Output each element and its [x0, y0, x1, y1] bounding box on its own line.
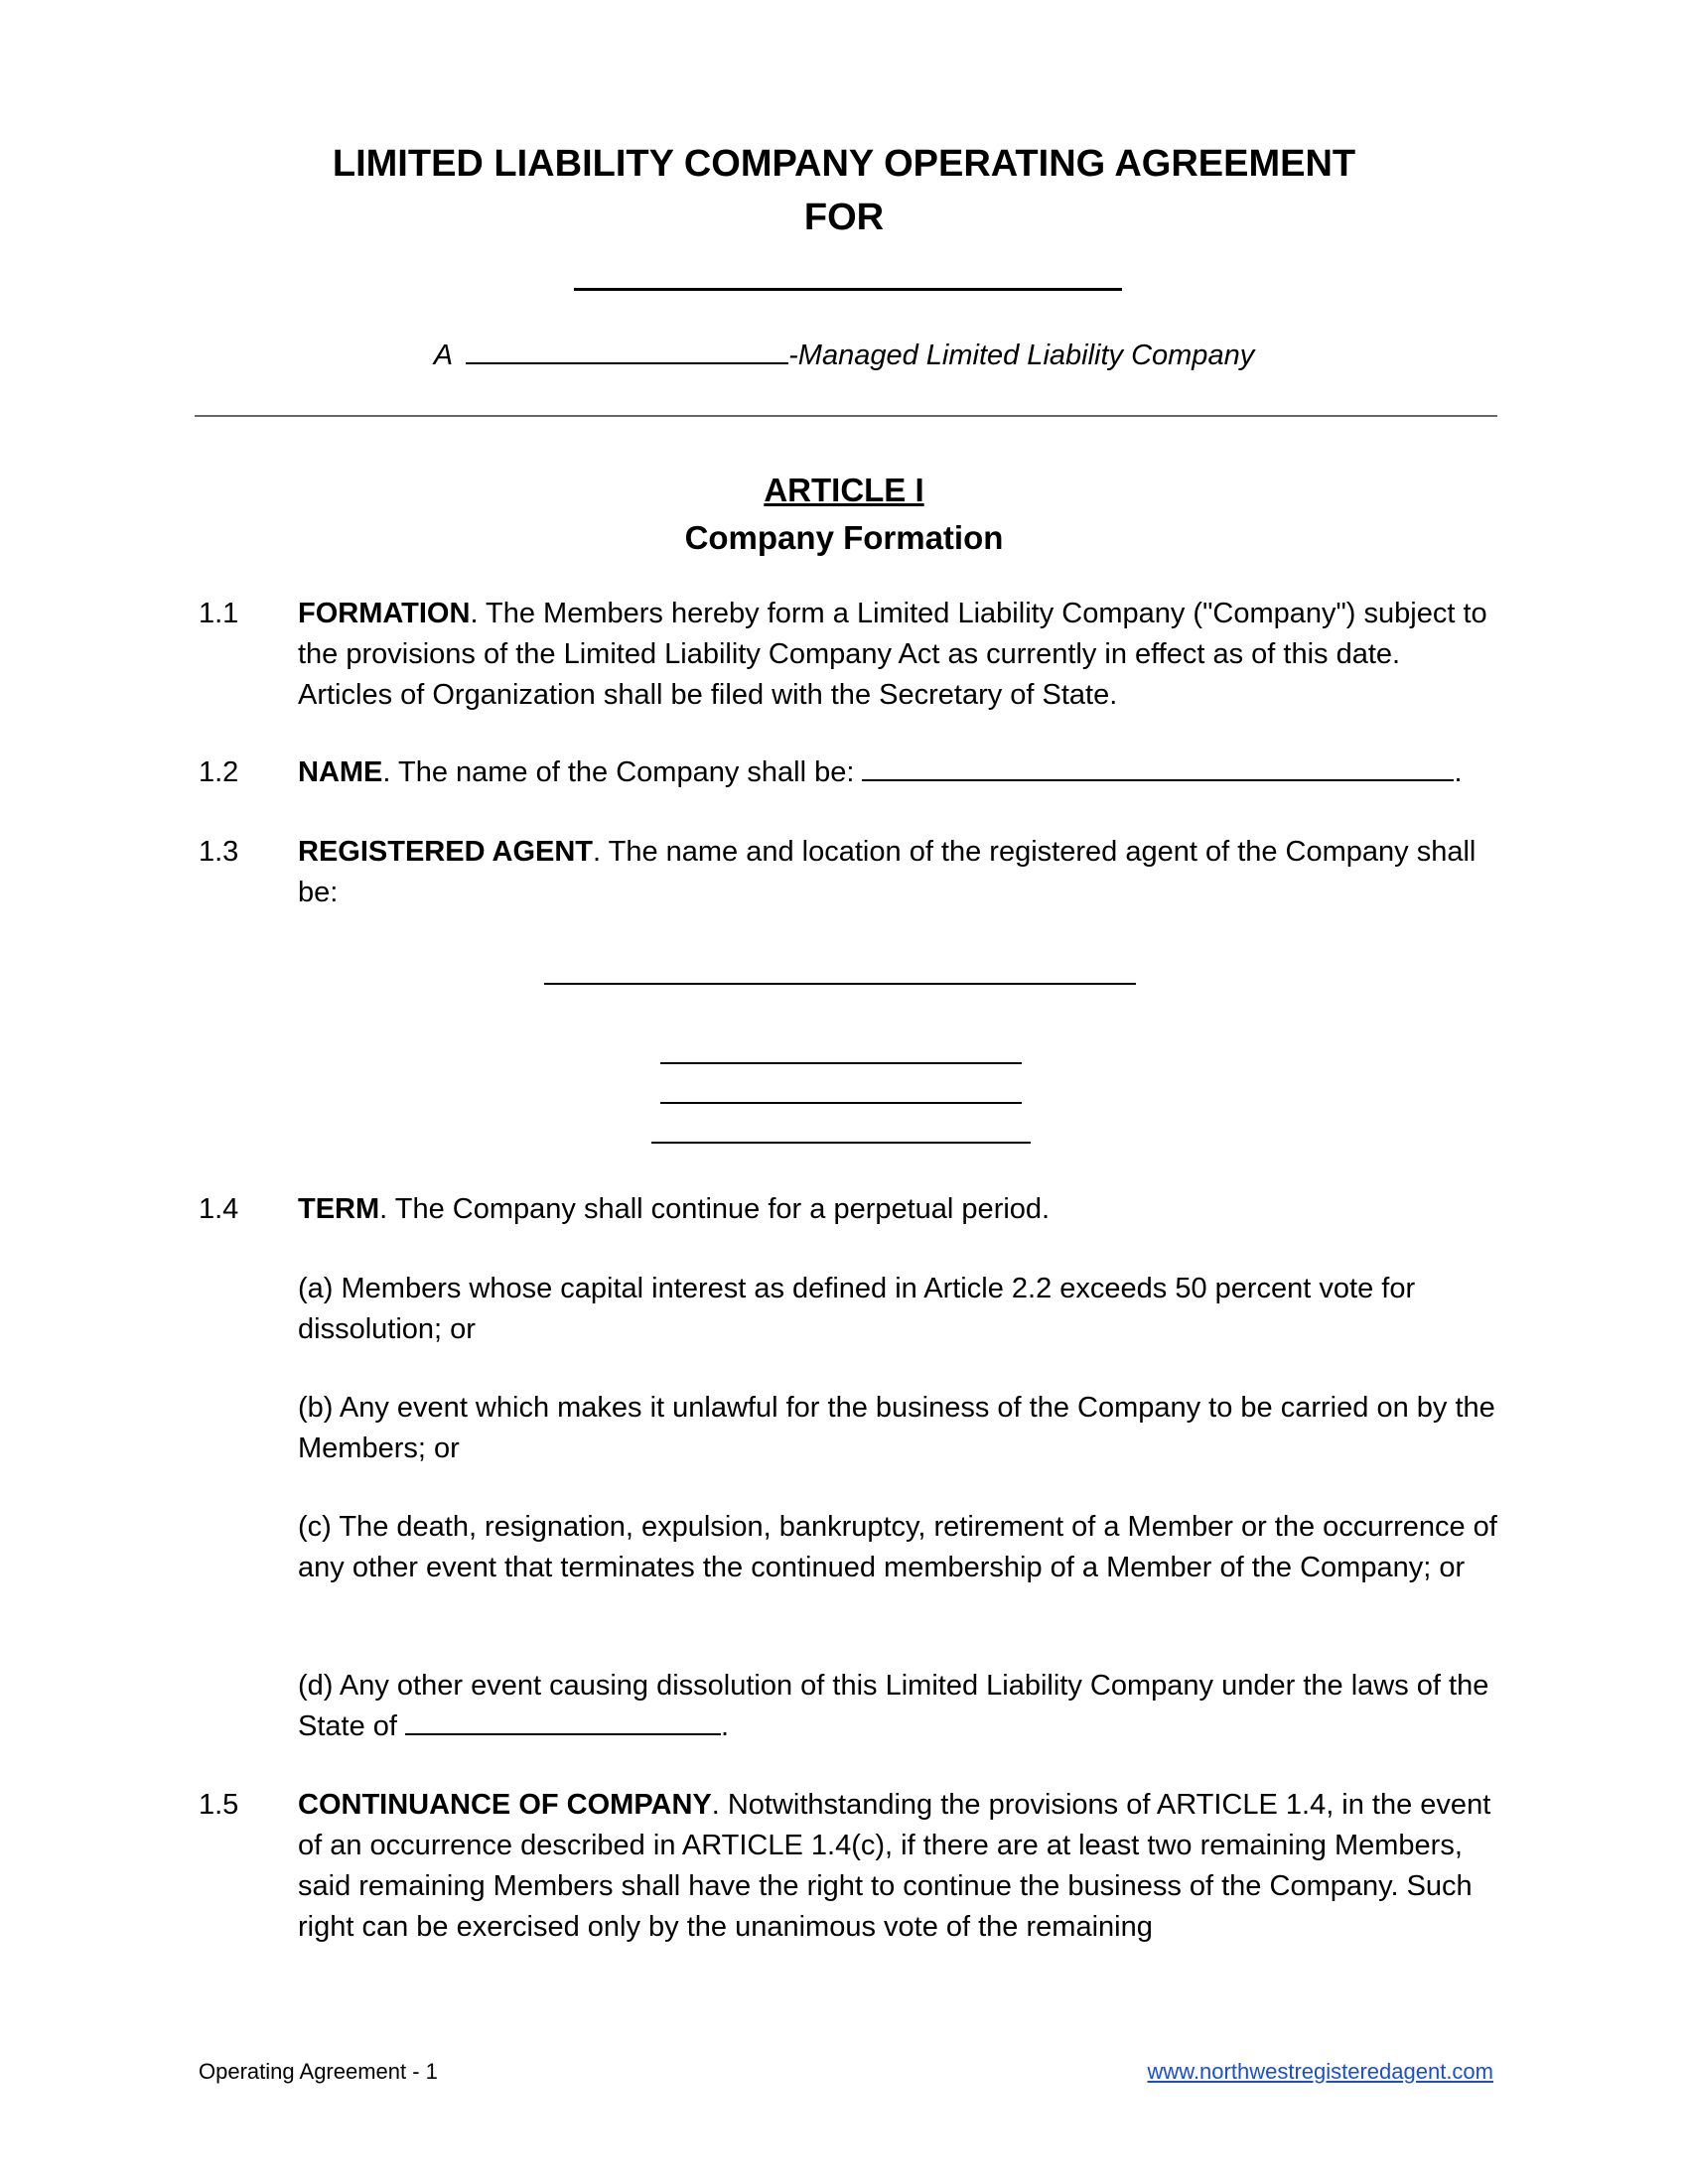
company-name-field-blank: [862, 779, 1454, 781]
agent-address-line-3-blank: [651, 1142, 1031, 1144]
clause-d-text: (d) Any other event causing dissolution of this Limited Liability Company under the laws of the State of: [298, 1670, 1489, 1742]
article-number: ARTICLE I: [764, 472, 924, 508]
term-clause-d: [298, 1666, 1499, 1747]
section-text: . The name of the Company shall be:: [382, 756, 863, 788]
section-text: . The name and location of the registered agent of the Company shall be:: [298, 836, 1477, 908]
header-divider: [195, 415, 1497, 417]
state-blank: [405, 1733, 721, 1735]
section-end: .: [1454, 756, 1463, 788]
section-1-2: [199, 752, 1499, 793]
agent-address-line-1-blank: [660, 1062, 1022, 1064]
agent-address-line-2-blank: [660, 1102, 1022, 1104]
section-text: . The Company shall continue for a perpetual period.: [379, 1193, 1051, 1225]
section-text: . Notwithstanding the provisions of ARTICLE 1.4, in the event of an occurrence described in ARTICLE 1.4(c), if there are at least two remaining Members, said remaining Members shall have the right to continue the business of the Company. Such right can be exercised only by the unanimous vote of the remaining: [298, 1789, 1491, 1943]
section-number: 1.2: [199, 756, 239, 788]
section-number: 1.1: [199, 598, 239, 629]
term-clause-c: (c) The death, resignation, expulsion, bankruptcy, retirement of a Member or the occurrence of any other event that terminates the continued membership of a Member of the Company; or: [298, 1511, 1497, 1583]
section-text: . The Members hereby form a Limited Liability Company ("Company") subject to the provisions of the Limited Liability Company Act as currently in effect as of this date. Articles of Organization shall be filed with the Secretary of State.: [298, 598, 1487, 711]
section-heading: REGISTERED AGENT: [298, 836, 594, 868]
section-1-1: [199, 594, 1499, 716]
title-line-1: LIMITED LIABILITY COMPANY OPERATING AGREEMENT: [332, 143, 1356, 185]
section-1-3: [199, 832, 1499, 913]
subtitle-prefix: A: [433, 340, 453, 371]
footer-page-label: Operating Agreement - 1: [199, 2059, 438, 2084]
section-number: 1.5: [199, 1789, 239, 1821]
footer-website-link[interactable]: www.northwestregisteredagent.com: [1147, 2059, 1493, 2084]
company-name-blank: [574, 288, 1122, 291]
section-heading: NAME: [298, 756, 383, 788]
title-line-2: FOR: [803, 197, 885, 238]
article-heading: [0, 467, 1688, 562]
section-heading: TERM: [298, 1193, 380, 1225]
management-type-blank: [466, 362, 788, 364]
subtitle-suffix: -Managed Limited Liability Company: [788, 340, 1255, 371]
section-number: 1.4: [199, 1193, 239, 1225]
term-clause-a: (a) Members whose capital interest as defined in Article 2.2 exceeds 50 percent vote for dissolution; or: [298, 1273, 1416, 1345]
agent-name-blank: [544, 983, 1136, 985]
section-number: 1.3: [199, 836, 239, 868]
section-1-5: [199, 1785, 1499, 1948]
section-heading: FORMATION: [298, 598, 471, 629]
clause-d-end: .: [721, 1710, 730, 1742]
document-subtitle: [0, 336, 1688, 375]
section-1-4: [199, 1189, 1499, 1230]
document-title: [0, 137, 1688, 244]
term-clause-b: (b) Any event which makes it unlawful for the business of the Company to be carried on by the Members; or: [298, 1392, 1495, 1464]
section-heading: CONTINUANCE OF COMPANY: [298, 1789, 712, 1821]
article-name: Company Formation: [684, 519, 1004, 556]
